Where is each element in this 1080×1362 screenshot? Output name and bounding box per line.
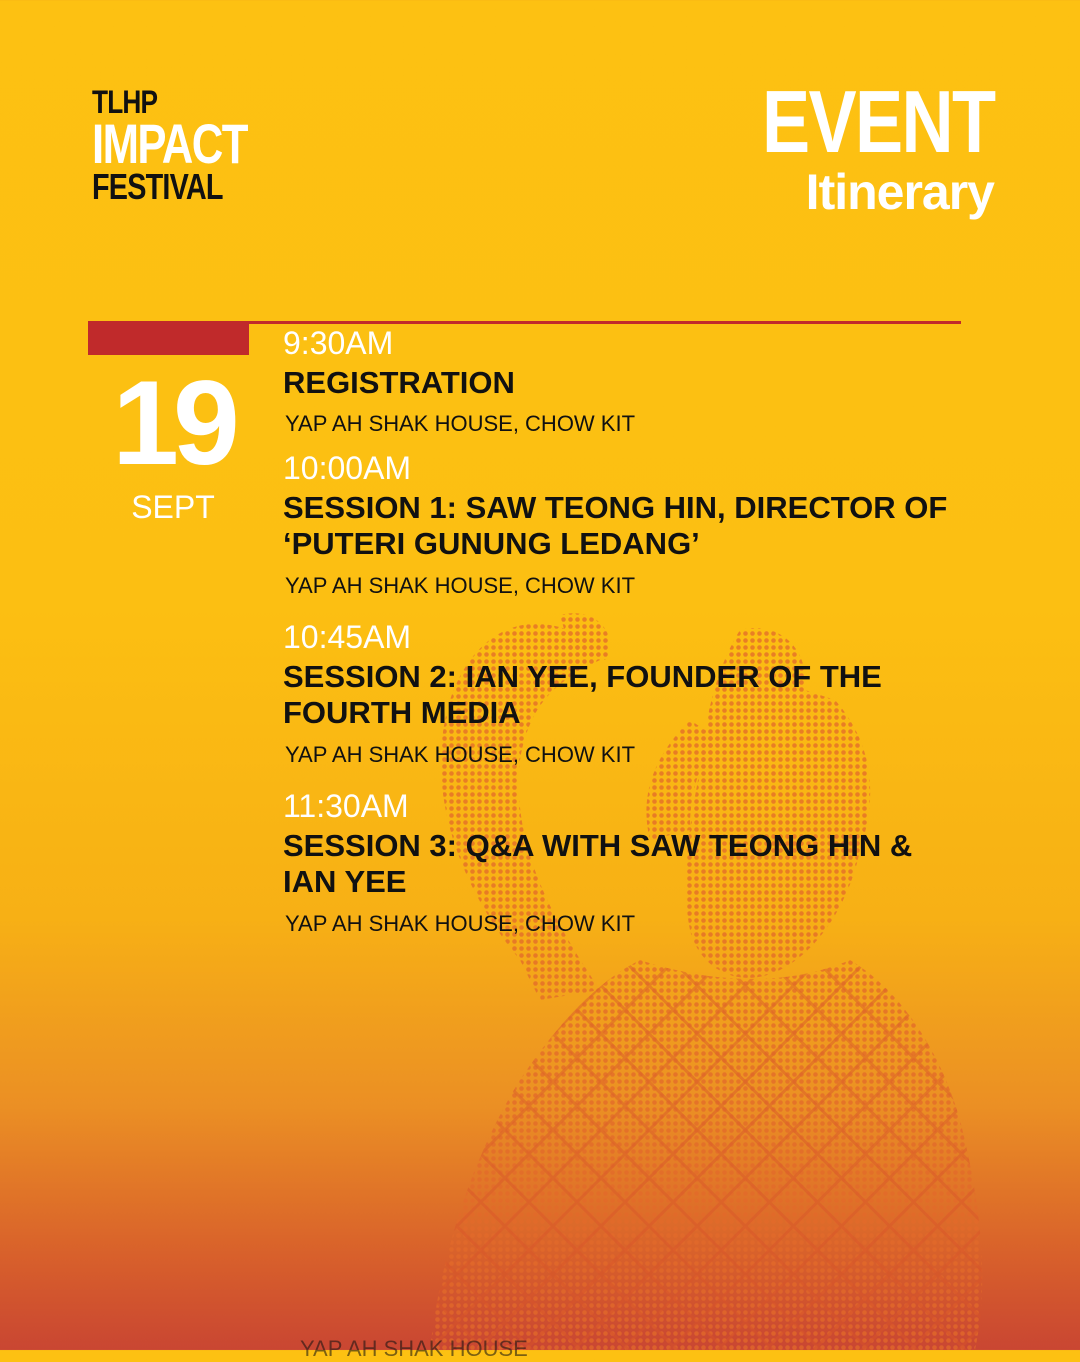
session-item xyxy=(283,620,983,768)
session-title: SESSION 3: Q&A WITH SAW TEONG HIN & IAN YEE xyxy=(283,828,913,900)
page-title: EVENT xyxy=(761,72,994,171)
session-item xyxy=(283,326,983,437)
session-title: SESSION 1: SAW TEONG HIN, DIRECTOR OF ‘PUTERI GUNUNG LEDANG’ xyxy=(283,490,948,562)
festival-logo xyxy=(92,84,291,208)
page-subtitle: Itinerary xyxy=(805,163,994,220)
logo-line-tlhp: TLHP xyxy=(92,84,158,120)
session-time: 11:30AM xyxy=(283,788,409,824)
date-day: 19 xyxy=(112,356,234,490)
divider-line xyxy=(249,321,961,324)
session-location: YAP AH SHAK HOUSE, CHOW KIT xyxy=(285,411,636,437)
session-title: REGISTRATION xyxy=(283,365,515,401)
session-location: YAP AH SHAK HOUSE, CHOW KIT xyxy=(285,572,636,598)
session-time: 9:30AM xyxy=(283,325,394,361)
session-time: 10:45AM xyxy=(283,619,412,655)
date-header-bar xyxy=(88,321,249,355)
date-month: SEPT xyxy=(131,489,215,525)
session-time: 10:00AM xyxy=(283,450,412,486)
logo-line-festival: FESTIVAL xyxy=(92,166,223,208)
cropped-location-text: YAP AH SHAK HOUSE xyxy=(300,1336,528,1361)
page-title-block xyxy=(711,72,994,220)
session-item xyxy=(283,789,983,937)
session-location: YAP AH SHAK HOUSE, CHOW KIT xyxy=(285,910,636,936)
session-title: SESSION 2: IAN YEE, FOUNDER OF THE FOURTH MEDIA xyxy=(283,659,882,731)
logo-line-impact: IMPACT xyxy=(92,111,247,175)
session-location: YAP AH SHAK HOUSE, CHOW KIT xyxy=(285,741,636,767)
session-item xyxy=(283,451,983,599)
